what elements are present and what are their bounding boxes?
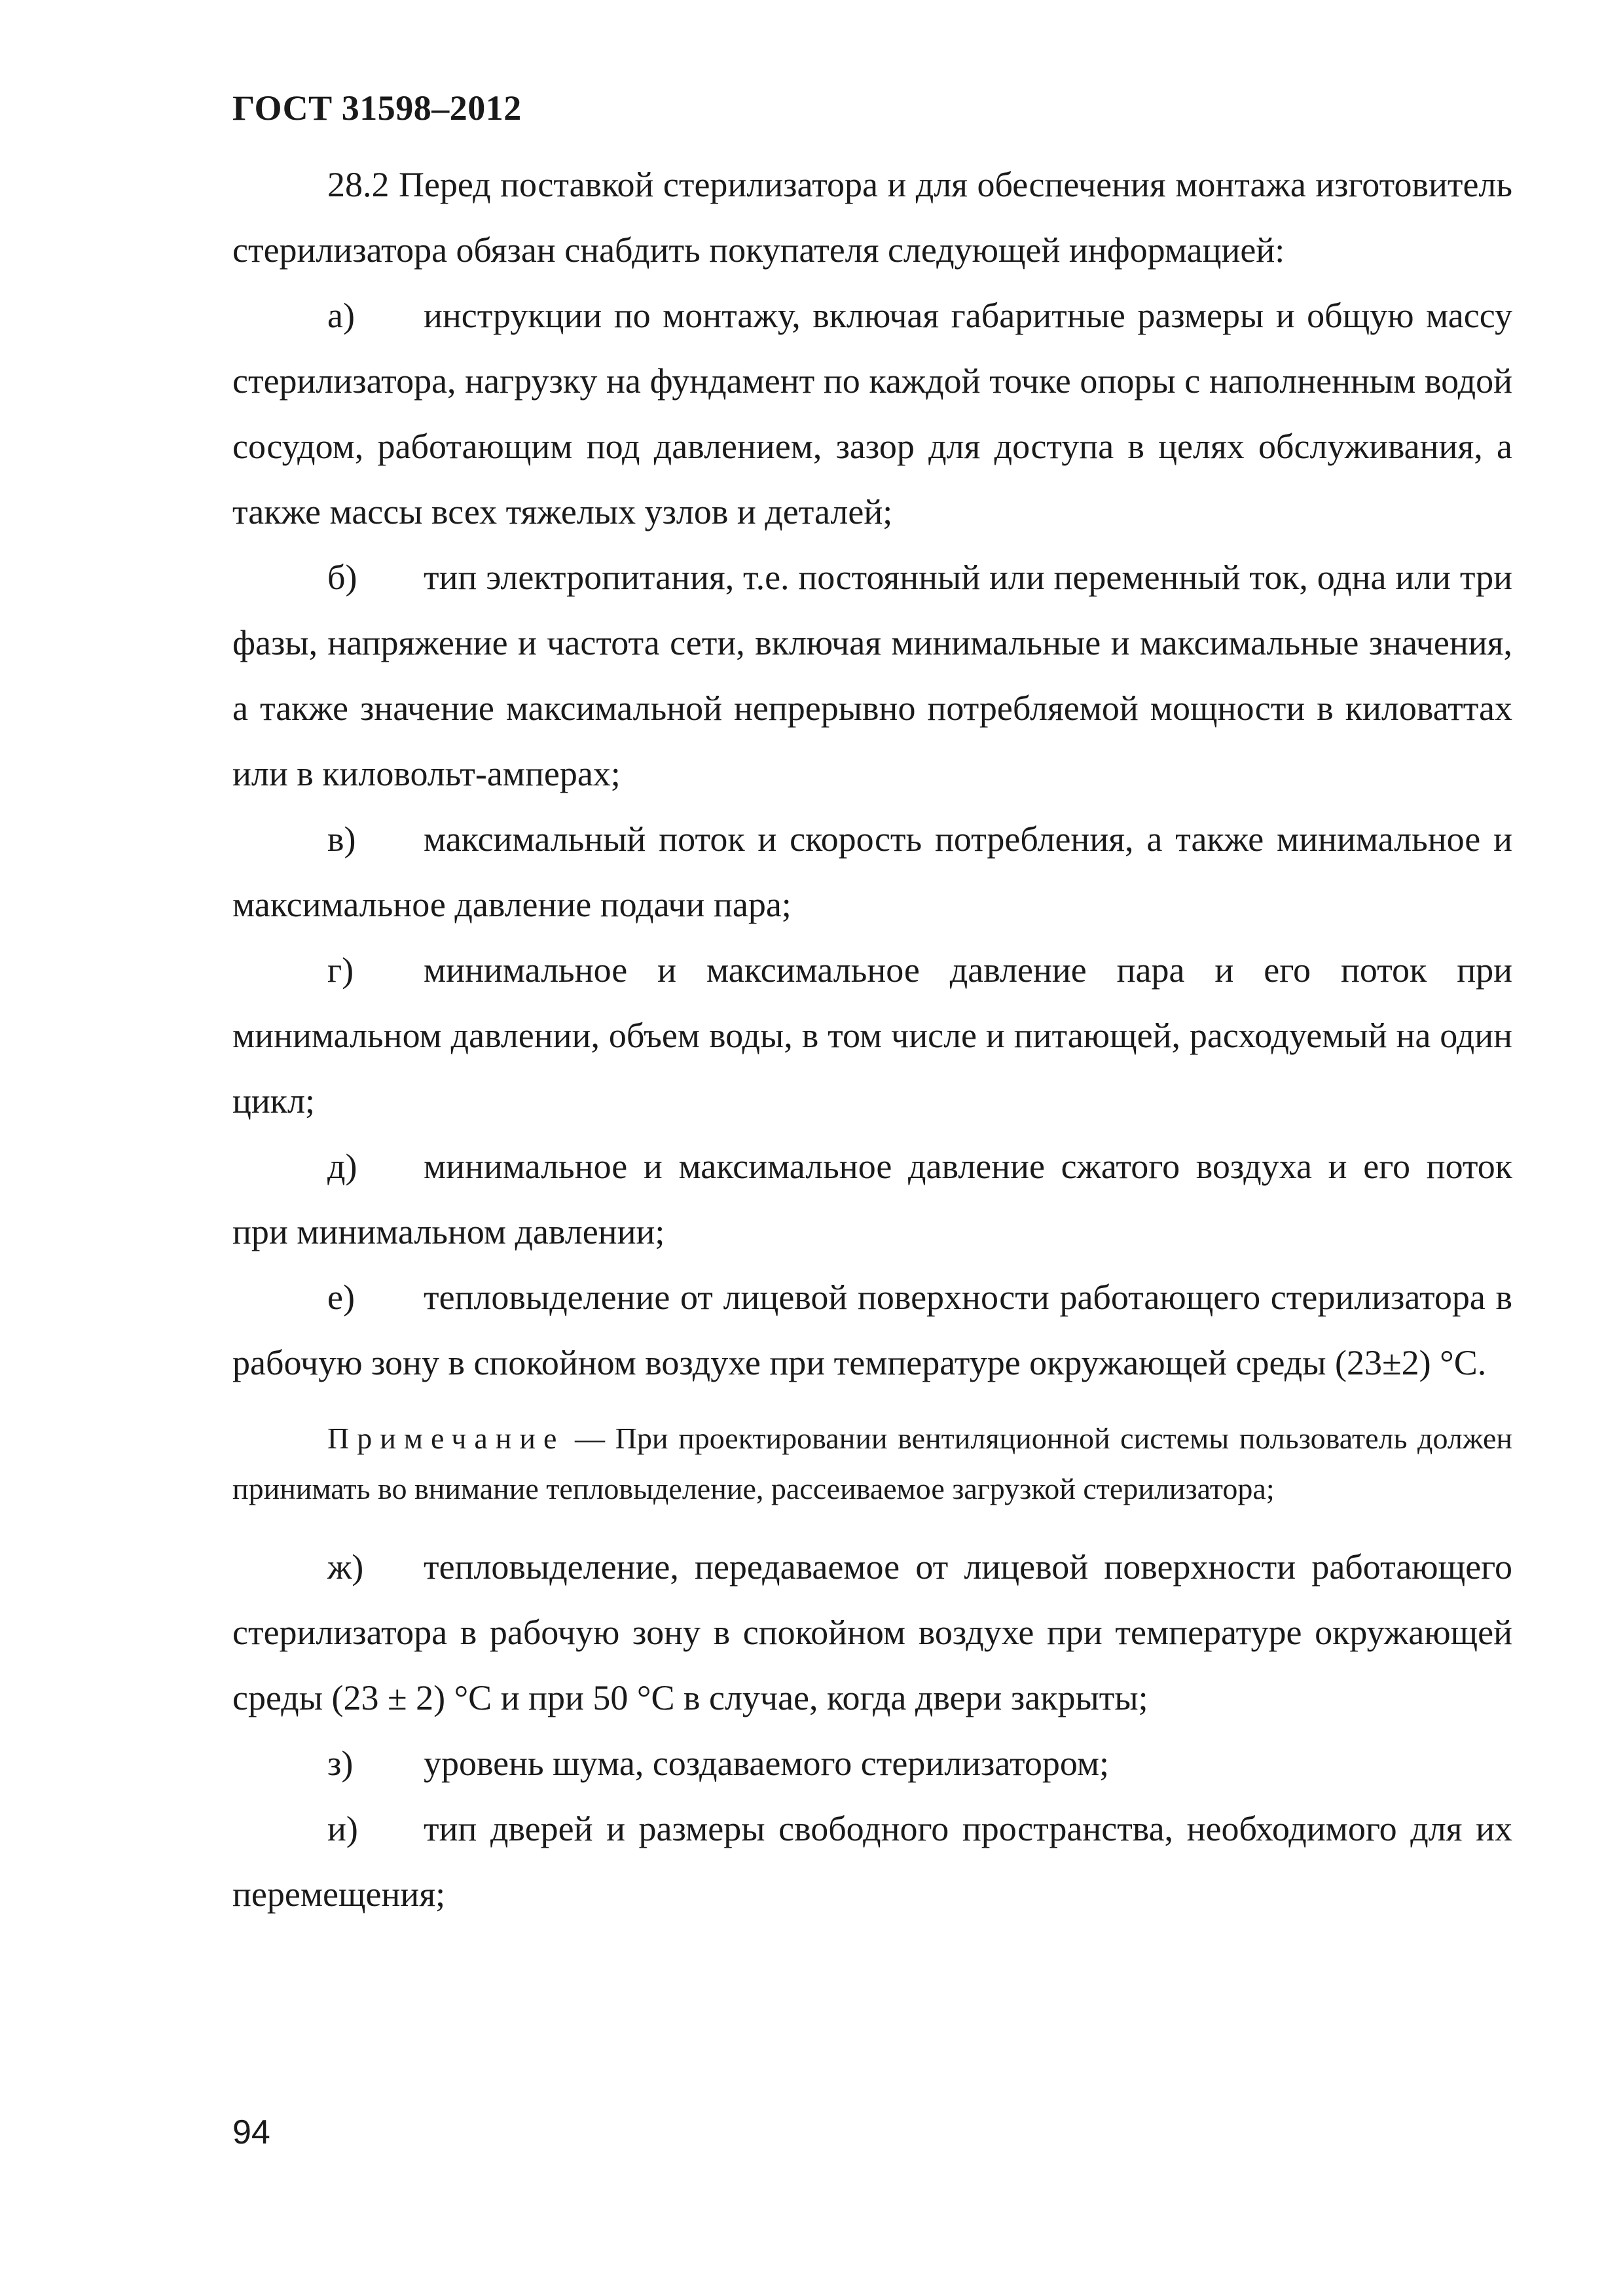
list-item-text: минимальное и максимальное давление сжатого воздуха и его поток при минимальном давлении; bbox=[232, 1147, 1512, 1251]
document-body bbox=[232, 152, 1512, 1927]
list-item-text: тепловыделение от лицевой поверхности работающего стерилизатора в рабочую зону в спокойном воздухе при температуре окружающей среды (23±2) °С. bbox=[232, 1278, 1512, 1382]
list-marker: д) bbox=[327, 1147, 357, 1186]
list-marker: ж) bbox=[327, 1547, 364, 1587]
section-intro: 28.2 Перед поставкой стерилизатора и для обеспечения монтажа изготовитель стерилизатора обязан снабдить покупателя следующей информацией: bbox=[232, 165, 1512, 270]
list-marker: и) bbox=[327, 1809, 358, 1848]
list-item-text: тепловыделение, передаваемое от лицевой поверхности работающего стерилизатора в рабочую зону в спокойном воздухе при температуре окружающей среды (23 ± 2) °С и при 50 °С в случае, когда двери закрыты; bbox=[232, 1547, 1512, 1717]
list-item-g bbox=[232, 937, 1512, 1134]
list-item-b bbox=[232, 545, 1512, 806]
list-item-v bbox=[232, 806, 1512, 937]
list-marker: в) bbox=[327, 819, 356, 859]
list-item-e bbox=[232, 1265, 1512, 1395]
list-item-text: максимальный поток и скорость потребления, а также минимальное и максимальное давление подачи пара; bbox=[232, 819, 1512, 924]
list-marker: б) bbox=[327, 558, 357, 597]
list-item-d bbox=[232, 1134, 1512, 1265]
list-marker: а) bbox=[327, 296, 355, 335]
note-text: — При проектировании вентиляционной системы пользователь должен принимать во внимание тепловыделение, рассеиваемое загрузкой стерилизатора; bbox=[232, 1422, 1512, 1505]
list-item-text: инструкции по монтажу, включая габаритные размеры и общую массу стерилизатора, нагрузку на фундамент по каждой точке опоры с наполненным водой сосудом, работающим под давлением, зазор для доступа в целях обслуживания, а также массы всех тяжелых узлов и деталей; bbox=[232, 296, 1512, 531]
list-item-text: уровень шума, создаваемого стерилизатором; bbox=[424, 1744, 1109, 1783]
list-marker: г) bbox=[327, 950, 354, 990]
note-label: Примечание bbox=[327, 1422, 565, 1455]
note bbox=[232, 1413, 1512, 1514]
document-header: ГОСТ 31598–2012 bbox=[232, 88, 522, 128]
page-number: 94 bbox=[232, 2113, 270, 2151]
list-item-text: минимальное и максимальное давление пара и его поток при минимальном давлении, объем воды, в том числе и питающей, расходуемый на один цикл; bbox=[232, 950, 1512, 1121]
list-item-zh bbox=[232, 1534, 1512, 1731]
list-marker: з) bbox=[327, 1744, 354, 1783]
list-marker: е) bbox=[327, 1278, 355, 1317]
list-item-i bbox=[232, 1796, 1512, 1927]
list-item-z bbox=[232, 1731, 1512, 1796]
list-item-text: тип дверей и размеры свободного пространства, необходимого для их перемещения; bbox=[232, 1809, 1512, 1914]
list-item-text: тип электропитания, т.е. постоянный или переменный ток, одна или три фазы, напряжение и частота сети, включая минимальные и максимальные значения, а также значение максимальной непрерывно потребляемой мощности в киловаттах или в киловольт-амперах; bbox=[232, 558, 1512, 793]
list-item-a bbox=[232, 283, 1512, 545]
